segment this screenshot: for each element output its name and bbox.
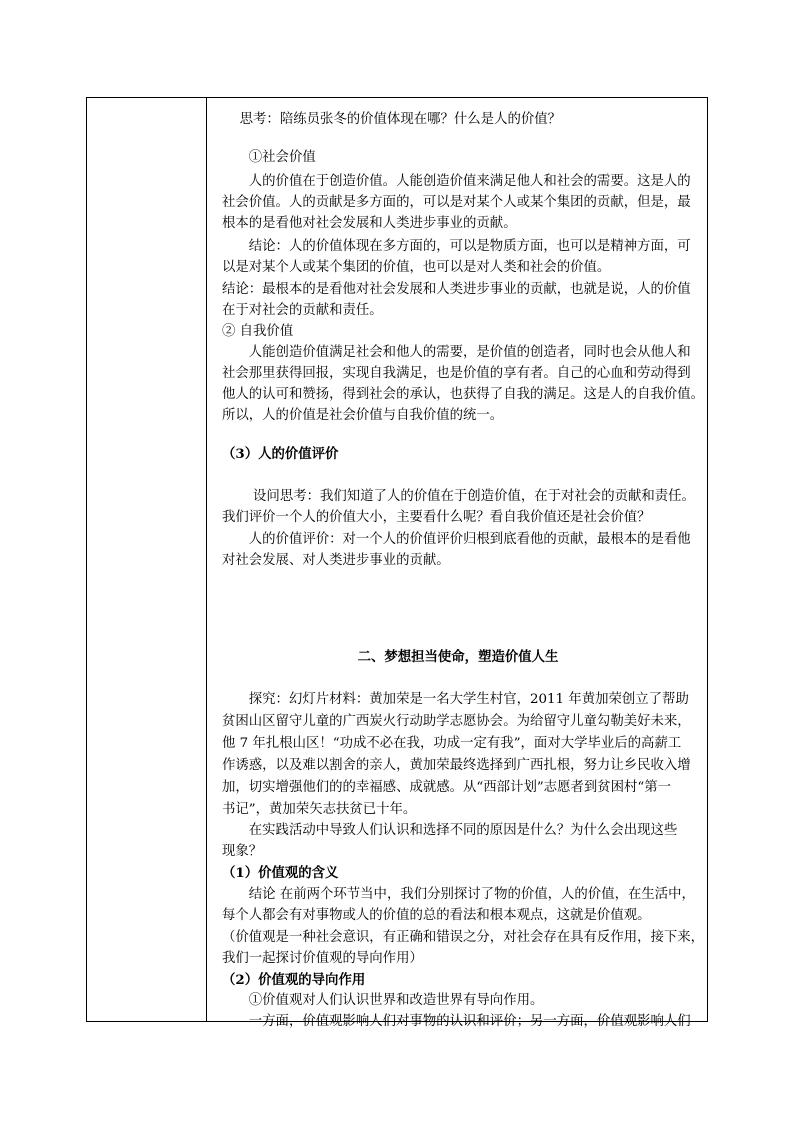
text-line: 所以，人的价值是社会价值与自我价值的统一。 [222, 408, 504, 423]
text-line: 他 7 年扎根山区！“功成不必在我，功成一定有我”，面对大学毕业后的高薪工 [222, 736, 682, 751]
lesson-table [86, 97, 708, 1029]
content-column [208, 98, 707, 1029]
subsection-heading: （2）价值观的导向作用 [222, 972, 366, 988]
text-line: 现象？ [222, 844, 263, 859]
text-line: 结论：最根本的是看他对社会发展和人类进步事业的贡献，也就是说，人的价值 [222, 282, 691, 297]
text-line: 结论：人的价值体现在多方面的，可以是物质方面，也可以是精神方面，可 [222, 239, 691, 254]
text-line: 探究：幻灯片材料：黄加荣是一名大学生村官，2011 年黄加荣创立了帮助 [222, 692, 689, 707]
text-line: 我们评价一个人的价值大小，主要看什么呢？看自我价值还是社会价值？ [222, 510, 651, 525]
text-line: 加，切实增强他们的的幸福感、成就感。从“西部计划”志愿者到贫困村“第一 [222, 780, 672, 795]
text-line: 设问思考：我们知道了人的价值在于创造价值，在于对社会的贡献和责任。 [222, 489, 695, 504]
text-line: 我们一起探讨价值观的导向作用） [222, 951, 423, 966]
left-column [87, 98, 207, 1021]
subsection-heading: （1）价值观的含义 [222, 865, 339, 881]
text-line: 一方面，价值观影响人们对事物的认识和评价；另一方面，价值观影响人们 [222, 1014, 691, 1029]
text-line: 思考：陪练员张冬的价值体现在哪？什么是人的价值？ [222, 112, 562, 127]
text-line: 在于对社会的贡献和责任。 [222, 303, 383, 318]
text-line: ①价值观对人们认识世界和改造世界有导向作用。 [222, 993, 544, 1008]
section-heading: 二、梦想担当使命，塑造价值人生 [357, 649, 559, 665]
text-line: 社会那里获得回报，实现自我满足，也是价值的享有者。自己的心血和劳动得到 [222, 366, 691, 381]
text-line: 人能创造价值满足社会和他人的需要，是价值的创造者，同时也会从他人和 [222, 345, 691, 360]
text-line: 贫困山区留守儿童的广西炭火行动助学志愿协会。为给留守儿童勾勒美好未来， [222, 714, 691, 729]
text-line: （价值观是一种社会意识，有正确和错误之分，对社会存在具有反作用，接下来， [222, 930, 705, 945]
text-line: 在实践活动中导致人们认识和选择不同的原因是什么？为什么会出现这些 [222, 823, 678, 838]
text-line: 作诱惑，以及难以割舍的亲人，黄加荣最终选择到广西扎根，努力让乡民收入增 [222, 758, 691, 773]
text-line: 社会价值。人的贡献是多方面的，可以是对某个人或某个集团的贡献，但是，最 [222, 195, 691, 210]
text-line: 人的价值在于创造价值。人能创造价值来满足他人和社会的需要。这是人的 [222, 174, 691, 189]
text-line: ①社会价值 [222, 150, 316, 165]
text-line: 每个人都会有对事物或人的价值的总的看法和根本观点，这就是价值观。 [222, 908, 651, 923]
text-line: 结论 在前两个环节当中，我们分别探讨了物的价值，人的价值，在生活中， [222, 887, 695, 902]
subsection-heading: （3）人的价值评价 [222, 446, 339, 462]
text-line: 根本的是看他对社会发展和人类进步事业的贡献。 [222, 216, 517, 231]
text-line: 他人的认可和赞扬，得到社会的承认，也获得了自我的满足。这是人的自我价值。 [222, 387, 705, 402]
text-line: 以是对某个人或某个集团的价值，也可以是对人类和社会的价值。 [222, 260, 611, 275]
text-line: ② 自我价值 [222, 324, 294, 339]
text-line: 书记”，黄加荣矢志扶贫已十年。 [222, 802, 417, 817]
text-line: 对社会发展、对人类进步事业的贡献。 [222, 553, 450, 568]
text-line: 人的价值评价：对一个人的价值评价归根到底看他的贡献，最根本的是看他 [222, 532, 691, 547]
